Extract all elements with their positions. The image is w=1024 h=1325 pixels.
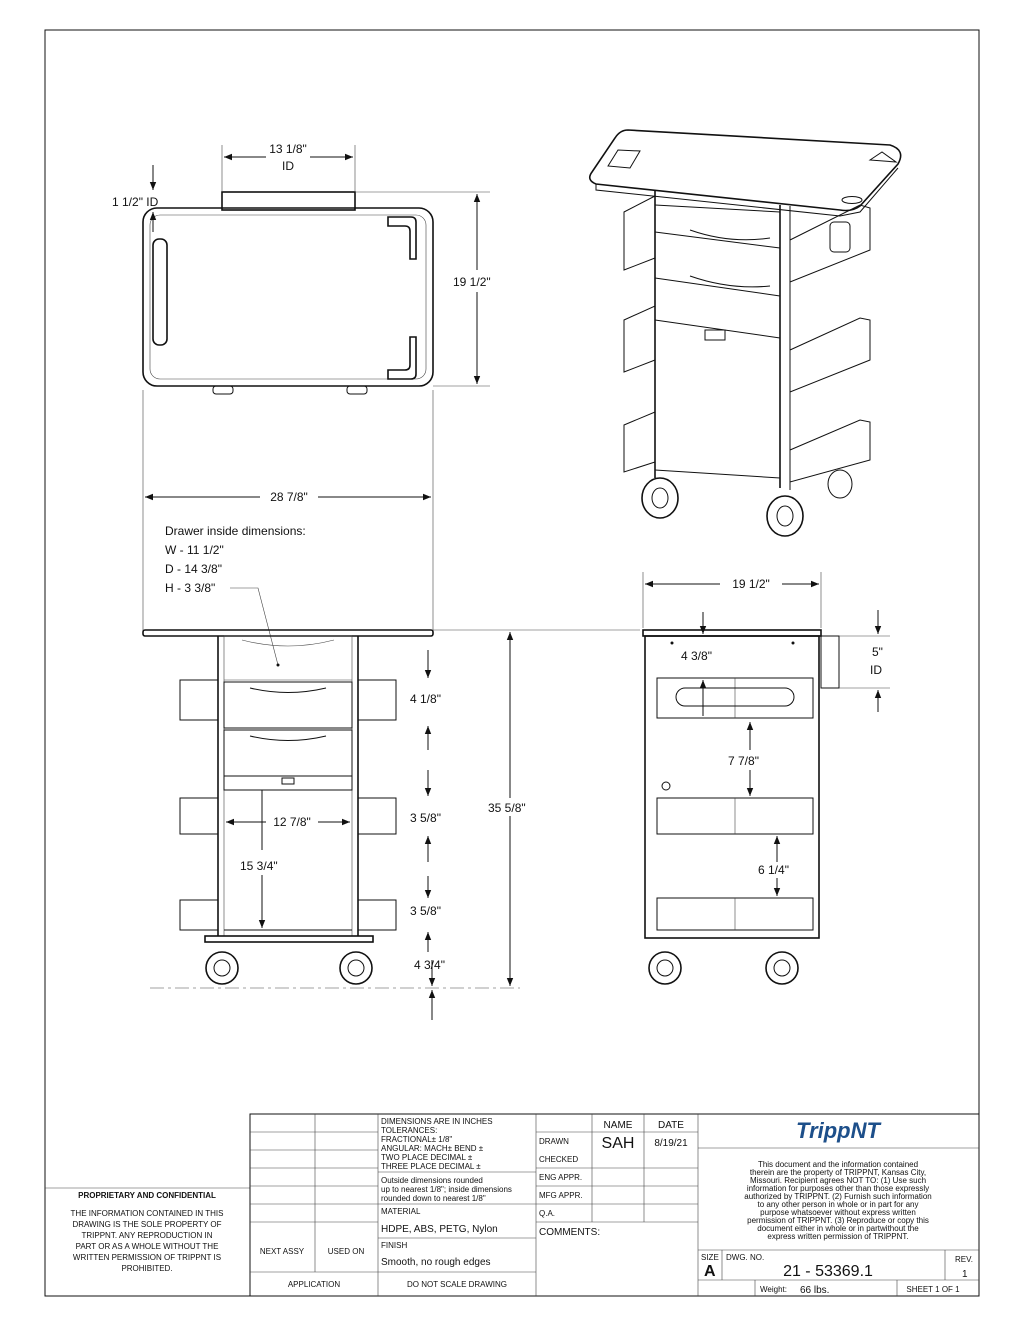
tolerance-line: ANGULAR: MACH± BEND ±	[381, 1144, 484, 1153]
notice-line: authorized by TRIPPNT. (2) Furnish such information	[744, 1192, 932, 1201]
name-header: NAME	[603, 1120, 633, 1131]
title-block	[45, 1114, 979, 1296]
notice-line: document either in whole or in partwithout the	[757, 1224, 919, 1233]
rounding-line: Outside dimensions rounded	[381, 1176, 483, 1185]
dim-handle-id-suffix: ID	[282, 159, 294, 173]
company-logo: TrippNT	[796, 1118, 880, 1143]
dim-cabinet-width: 12 7/8"	[273, 815, 311, 829]
proprietary-line: PROHIBITED.	[121, 1264, 173, 1273]
dim-drawer-pitch: 4 1/8"	[410, 692, 441, 706]
drawer-note-width: W - 11 1/2"	[165, 543, 224, 557]
drawer-note	[165, 524, 306, 667]
tolerance-line: TOLERANCES:	[381, 1126, 438, 1135]
tolerance-line: THREE PLACE DECIMAL ±	[381, 1162, 481, 1171]
proprietary-line: PART OR AS A WHOLE WITHOUT THE	[75, 1242, 219, 1251]
dwg-no-label: DWG. NO.	[726, 1253, 765, 1262]
drawer-note-height: H - 3 3/8"	[165, 581, 216, 595]
top-view	[112, 142, 491, 394]
side-view	[643, 572, 890, 984]
proprietary-line: TRIPPNT. ANY REPRODUCTION IN	[81, 1231, 213, 1240]
dim-handle-thickness: 1 1/2" ID	[112, 195, 159, 209]
comments-label: COMMENTS:	[539, 1227, 601, 1238]
notice-line: to any other person in whole or in part for any	[757, 1200, 919, 1209]
rev-label: REV.	[955, 1255, 973, 1264]
notice-line: purpose whatsoever without express written	[760, 1208, 916, 1217]
dim-caster: 4 3/4"	[414, 958, 445, 972]
notice-line: therein are the property of TRIPPNT, Kansas City,	[749, 1168, 927, 1177]
proprietary-line: WRITTEN PERMISSION OF TRIPPNT IS	[72, 1253, 222, 1262]
mfg-appr-label: MFG APPR.	[539, 1191, 583, 1200]
drawn-date: 8/19/21	[654, 1138, 688, 1149]
dim-bin-height: 5"	[872, 645, 883, 659]
drawer-note-title: Drawer inside dimensions:	[165, 524, 306, 538]
sheet-label: SHEET 1 OF 1	[906, 1285, 960, 1294]
rounding-line: rounded down to nearest 1/8"	[381, 1194, 486, 1203]
weight-label: Weight:	[760, 1285, 787, 1294]
drawn-name: SAH	[601, 1135, 635, 1152]
tolerance-line: FRACTIONAL± 1/8"	[381, 1135, 453, 1144]
finish-value: Smooth, no rough edges	[381, 1257, 491, 1268]
front-view	[143, 630, 640, 1020]
dim-overall-height: 35 5/8"	[488, 801, 526, 815]
notice-line: This document and the information contained	[757, 1160, 919, 1169]
drawn-label: DRAWN	[539, 1137, 569, 1146]
notice-line: permission of TRIPPNT. (3) Reproduce or copy this	[747, 1216, 929, 1225]
dim-cabinet-height: 15 3/4"	[240, 859, 278, 873]
rev-value: 1	[962, 1269, 968, 1280]
eng-appr-label: ENG APPR.	[539, 1173, 583, 1182]
material-label: MATERIAL	[381, 1207, 421, 1216]
front-width-dim	[143, 390, 433, 632]
dim-front-width: 28 7/8"	[270, 490, 308, 504]
notice-line: information for purposes other than those expressly	[746, 1184, 930, 1193]
proprietary-line: THE INFORMATION CONTAINED IN THIS	[70, 1209, 224, 1218]
dim-depth: 19 1/2"	[453, 275, 491, 289]
application-label: APPLICATION	[287, 1280, 341, 1289]
tolerance-line: DIMENSIONS ARE IN INCHES	[381, 1117, 493, 1126]
dim-handle-id: 13 1/8"	[269, 142, 307, 156]
dwg-no-value: 21 - 53369.1	[783, 1263, 873, 1280]
dim-side-width: 19 1/2"	[732, 577, 770, 591]
do-not-scale-label: DO NOT SCALE DRAWING	[406, 1280, 508, 1289]
dim-bin-gap-2: 3 5/8"	[410, 904, 441, 918]
date-header: DATE	[658, 1120, 684, 1131]
next-assy-label: NEXT ASSY	[259, 1247, 305, 1256]
notice-line: Missouri. Recipient agrees NOT TO: (1) Use such	[749, 1176, 927, 1185]
dim-bin-pitch-2: 6 1/4"	[758, 863, 789, 877]
proprietary-line: DRAWING IS THE SOLE PROPERTY OF	[72, 1220, 222, 1229]
weight-value: 66 lbs.	[800, 1285, 830, 1296]
tolerance-line: TWO PLACE DECIMAL ±	[381, 1153, 473, 1162]
finish-label: FINISH	[381, 1241, 408, 1250]
checked-label: CHECKED	[539, 1155, 579, 1164]
drawer-note-depth: D - 14 3/8"	[165, 562, 222, 576]
dim-bin-gap-1: 3 5/8"	[410, 811, 441, 825]
proprietary-title: PROPRIETARY AND CONFIDENTIAL	[78, 1191, 216, 1200]
used-on-label: USED ON	[327, 1247, 365, 1256]
notice-line: express written permission of TRIPPNT.	[767, 1232, 909, 1241]
material-value: HDPE, ABS, PETG, Nylon	[381, 1224, 498, 1235]
rounding-line: up to nearest 1/8"; inside dimensions	[381, 1185, 512, 1194]
dim-bin-height-suffix: ID	[870, 663, 882, 677]
size-value: A	[704, 1263, 716, 1280]
dim-bin-pitch-1: 7 7/8"	[728, 754, 759, 768]
isometric-view	[590, 130, 901, 536]
size-label: SIZE	[701, 1253, 719, 1262]
dim-top-to-bin: 4 3/8"	[681, 649, 712, 663]
qa-label: Q.A.	[539, 1209, 556, 1218]
